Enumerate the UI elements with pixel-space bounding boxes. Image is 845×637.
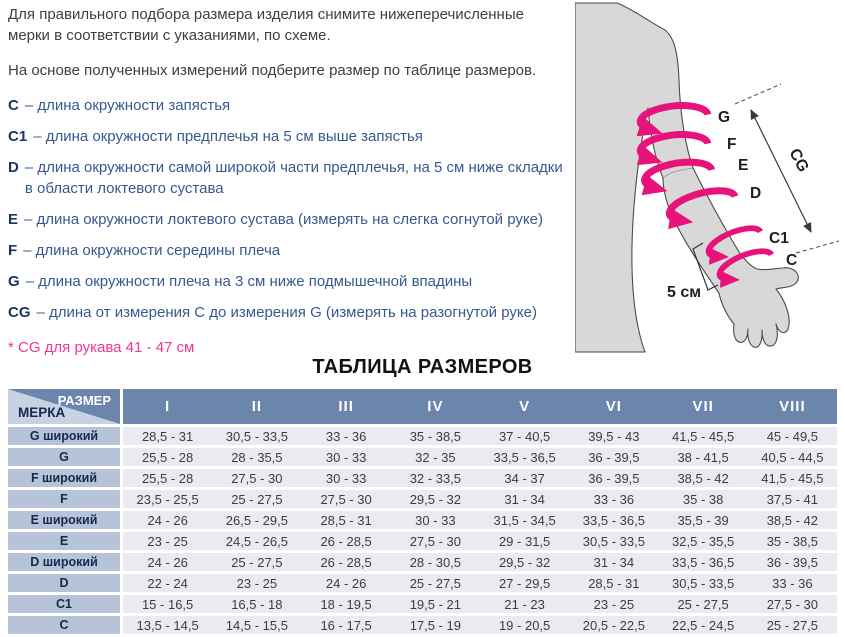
cg-sleeve-note: * CG для рукава 41 - 47 см (8, 339, 195, 356)
measurement-description: – длина окружности запястья (24, 97, 231, 114)
measurement-description: – длина окружности локтевого сустава (измерять на слегка согнутой руке) (24, 211, 543, 228)
measurement-description: – длина окружности самой широкой части предплечья, на 5 см ниже складки в области локтевого сустава (24, 159, 563, 197)
measurement-letter: E (8, 211, 19, 228)
size-range-cell: 25 - 27,5 (391, 574, 480, 595)
size-range-cell: 16,5 - 18 (212, 595, 301, 616)
size-range-cell: 29,5 - 32 (391, 490, 480, 511)
size-range-cell: 24 - 26 (123, 511, 212, 532)
size-range-cell: 31 - 34 (480, 490, 569, 511)
size-range-cell: 30 - 33 (302, 448, 391, 469)
size-range-cell: 23 - 25 (569, 595, 658, 616)
measurement-letter: C1 (8, 128, 28, 145)
size-range-cell: 16 - 17,5 (302, 616, 391, 637)
measurement-letter: CG (8, 304, 31, 321)
size-range-cell: 28,5 - 31 (302, 511, 391, 532)
size-range-cell: 41,5 - 45,5 (748, 469, 837, 490)
size-range-cell: 36 - 39,5 (569, 448, 658, 469)
size-range-cell: 28,5 - 31 (123, 427, 212, 448)
size-range-cell: 35 - 38,5 (748, 532, 837, 553)
size-range-cell: 22 - 24 (123, 574, 212, 595)
size-range-cell: 33,5 - 36,5 (659, 553, 748, 574)
cg-arrow-label: CG (785, 145, 812, 176)
label-g: G (718, 109, 731, 126)
size-range-cell: 34 - 37 (480, 469, 569, 490)
size-range-cell: 33,5 - 36,5 (480, 448, 569, 469)
size-range-cell: 28,5 - 31 (569, 574, 658, 595)
row-measure-label: E (8, 532, 123, 553)
measurement-letter: C (8, 97, 19, 114)
measurement-description: – длина окружности плеча на 3 см ниже подмышечной впадины (25, 273, 473, 290)
size-range-cell: 30,5 - 33,5 (659, 574, 748, 595)
corner-cell (8, 389, 123, 427)
row-measure-label: C (8, 616, 123, 637)
size-range-cell: 39,5 - 43 (569, 427, 658, 448)
table-row (8, 511, 837, 532)
row-measure-label: F (8, 490, 123, 511)
table-row (8, 469, 837, 490)
size-column-header: I (123, 389, 212, 427)
size-range-cell: 37,5 - 41 (748, 490, 837, 511)
size-range-cell: 28 - 30,5 (391, 553, 480, 574)
size-range-cell: 23,5 - 25,5 (123, 490, 212, 511)
size-range-cell: 45 - 49,5 (748, 427, 837, 448)
intro-paragraph-1: Для правильного подбора размера изделия снимите нижеперечисленные мерки в соответствии с указаниями, по схеме. (8, 6, 524, 44)
size-range-cell: 27,5 - 30 (391, 532, 480, 553)
measurement-definition-e (8, 209, 568, 230)
instructions-block (8, 4, 568, 358)
size-range-cell: 30,5 - 33,5 (569, 532, 658, 553)
size-table-title: ТАБЛИЦА РАЗМЕРОВ (312, 356, 533, 378)
size-range-cell: 35 - 38,5 (391, 427, 480, 448)
measurement-definition-c (8, 95, 568, 116)
size-range-cell: 25 - 27,5 (748, 616, 837, 637)
size-range-cell: 30,5 - 33,5 (212, 427, 301, 448)
size-range-cell: 25,5 - 28 (123, 448, 212, 469)
size-range-cell: 26 - 28,5 (302, 532, 391, 553)
size-range-cell: 15 - 16,5 (123, 595, 212, 616)
measurement-definition-f (8, 240, 568, 261)
row-measure-label: D (8, 574, 123, 595)
label-c1: C1 (769, 230, 789, 247)
corner-size-label: РАЗМЕР (57, 393, 111, 408)
size-range-cell: 38,5 - 42 (748, 511, 837, 532)
size-table-head-row (8, 389, 837, 427)
size-range-cell: 22,5 - 24,5 (659, 616, 748, 637)
size-column-header: VI (569, 389, 658, 427)
size-range-cell: 21 - 23 (480, 595, 569, 616)
row-measure-label: C1 (8, 595, 123, 616)
row-measure-label: E широкий (8, 511, 123, 532)
intro-paragraph-2: На основе полученных измерений подберите размер по таблице размеров. (8, 62, 537, 79)
corner-measure-label: МЕРКА (18, 405, 66, 420)
size-range-cell: 25 - 27,5 (212, 490, 301, 511)
measurement-description: – длина от измерения C до измерения G (измерять на разогнутой руке) (36, 304, 537, 321)
arm-diagram-illustration (575, 0, 845, 390)
size-range-cell: 23 - 25 (123, 532, 212, 553)
size-column-header: V (480, 389, 569, 427)
size-table (8, 389, 837, 637)
label-d: D (750, 185, 762, 202)
size-range-cell: 24 - 26 (123, 553, 212, 574)
measurement-letter: F (8, 242, 18, 259)
size-range-cell: 32 - 35 (391, 448, 480, 469)
five-cm-label: 5 см (667, 284, 702, 301)
size-range-cell: 37 - 40,5 (480, 427, 569, 448)
size-range-cell: 26 - 28,5 (302, 553, 391, 574)
size-range-cell: 14,5 - 15,5 (212, 616, 301, 637)
size-range-cell: 28 - 35,5 (212, 448, 301, 469)
measurement-letter: G (8, 273, 20, 290)
size-range-cell: 36 - 39,5 (748, 553, 837, 574)
size-range-cell: 33 - 36 (748, 574, 837, 595)
size-range-cell: 30 - 33 (302, 469, 391, 490)
size-range-cell: 13,5 - 14,5 (123, 616, 212, 637)
size-range-cell: 35,5 - 39 (659, 511, 748, 532)
table-row (8, 595, 837, 616)
size-range-cell: 35 - 38 (659, 490, 748, 511)
size-column-header: VIII (748, 389, 837, 427)
size-range-cell: 26,5 - 29,5 (212, 511, 301, 532)
size-range-cell: 33,5 - 36,5 (569, 511, 658, 532)
size-range-cell: 33 - 36 (302, 427, 391, 448)
size-range-cell: 32,5 - 35,5 (659, 532, 748, 553)
measurement-description: – длина окружности середины плеча (23, 242, 281, 259)
size-column-header: II (212, 389, 301, 427)
size-range-cell: 27,5 - 30 (212, 469, 301, 490)
table-row (8, 553, 837, 574)
size-range-cell: 38,5 - 42 (659, 469, 748, 490)
size-range-cell: 19 - 20,5 (480, 616, 569, 637)
table-row (8, 532, 837, 553)
table-row (8, 427, 837, 448)
size-range-cell: 31,5 - 34,5 (480, 511, 569, 532)
label-f: F (727, 136, 737, 153)
size-range-cell: 27,5 - 30 (302, 490, 391, 511)
size-table-body (8, 427, 837, 637)
measurement-description: – длина окружности предплечья на 5 см выше запястья (33, 128, 423, 145)
size-range-cell: 24 - 26 (302, 574, 391, 595)
measurement-definition-c1 (8, 126, 568, 147)
row-measure-label: F широкий (8, 469, 123, 490)
size-range-cell: 41,5 - 45,5 (659, 427, 748, 448)
size-range-cell: 32 - 33,5 (391, 469, 480, 490)
row-measure-label: D широкий (8, 553, 123, 574)
size-range-cell: 24,5 - 26,5 (212, 532, 301, 553)
size-range-cell: 27,5 - 30 (748, 595, 837, 616)
row-measure-label: G широкий (8, 427, 123, 448)
measurement-letter: D (8, 159, 19, 176)
size-range-cell: 25,5 - 28 (123, 469, 212, 490)
table-row (8, 616, 837, 637)
measurement-definition-d (8, 157, 568, 199)
measurement-definition-cg (8, 302, 568, 323)
table-row (8, 490, 837, 511)
arm-measurement-diagram (575, 0, 845, 390)
size-range-cell: 20,5 - 22,5 (569, 616, 658, 637)
row-measure-label: G (8, 448, 123, 469)
size-range-cell: 23 - 25 (212, 574, 301, 595)
size-range-cell: 30 - 33 (391, 511, 480, 532)
size-range-cell: 19,5 - 21 (391, 595, 480, 616)
size-range-cell: 29 - 31,5 (480, 532, 569, 553)
label-c: C (786, 252, 798, 269)
size-range-cell: 40,5 - 44,5 (748, 448, 837, 469)
size-range-cell: 18 - 19,5 (302, 595, 391, 616)
size-column-header: IV (391, 389, 480, 427)
size-range-cell: 38 - 41,5 (659, 448, 748, 469)
size-range-cell: 36 - 39,5 (569, 469, 658, 490)
size-range-cell: 27 - 29,5 (480, 574, 569, 595)
size-range-cell: 17,5 - 19 (391, 616, 480, 637)
table-row (8, 448, 837, 469)
size-range-cell: 31 - 34 (569, 553, 658, 574)
size-range-cell: 29,5 - 32 (480, 553, 569, 574)
label-e: E (738, 157, 749, 174)
size-range-cell: 33 - 36 (569, 490, 658, 511)
table-row (8, 574, 837, 595)
size-column-header: III (302, 389, 391, 427)
measurement-definition-g (8, 271, 568, 292)
size-column-header: VII (659, 389, 748, 427)
size-range-cell: 25 - 27,5 (659, 595, 748, 616)
size-range-cell: 25 - 27,5 (212, 553, 301, 574)
